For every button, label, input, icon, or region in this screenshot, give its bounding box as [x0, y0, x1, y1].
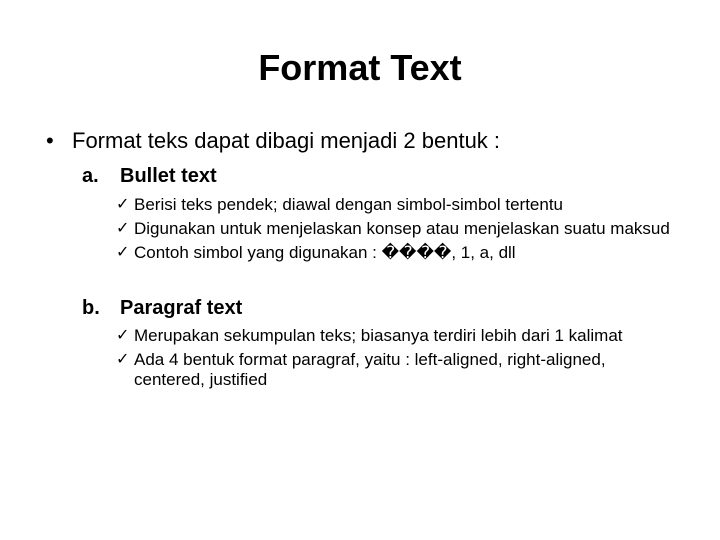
- list-item-text: Merupakan sekumpulan teks; biasanya terdiri lebih dari 1 kalimat: [134, 326, 623, 345]
- check-icon: ✓: [116, 351, 130, 368]
- list-item-text: Digunakan untuk menjelaskan konsep atau menjelaskan suatu maksud: [134, 219, 670, 238]
- list-item: [116, 350, 676, 390]
- bullet-dot-icon: •: [46, 128, 54, 153]
- section-b-list: [116, 326, 676, 394]
- list-item: [116, 243, 676, 263]
- section-b-title: Paragraf text: [120, 297, 243, 319]
- section-a-letter: a.: [82, 165, 99, 187]
- list-item-text: Contoh simbol yang digunakan : ����, 1, a, dll: [134, 243, 516, 262]
- list-item: [116, 326, 676, 346]
- list-item-text: Ada 4 bentuk format paragraf, yaitu : left-aligned, right-aligned, centered, justified: [134, 350, 606, 389]
- list-item-text: Berisi teks pendek; diawal dengan simbol-simbol tertentu: [134, 195, 564, 214]
- check-icon: ✓: [116, 327, 130, 344]
- check-icon: ✓: [116, 244, 130, 261]
- section-a-heading: [82, 163, 217, 189]
- slide-title: Format Text: [258, 47, 462, 88]
- check-icon: ✓: [116, 220, 130, 237]
- section-b-letter: b.: [82, 297, 100, 319]
- main-bullet: [46, 126, 500, 156]
- section-a-list: [116, 195, 676, 267]
- list-item: [116, 219, 676, 239]
- section-a-title: Bullet text: [120, 165, 217, 187]
- check-icon: ✓: [116, 196, 130, 213]
- section-b-heading: [82, 295, 242, 321]
- list-item: [116, 195, 676, 215]
- main-bullet-text: Format teks dapat dibagi menjadi 2 bentuk :: [72, 128, 501, 153]
